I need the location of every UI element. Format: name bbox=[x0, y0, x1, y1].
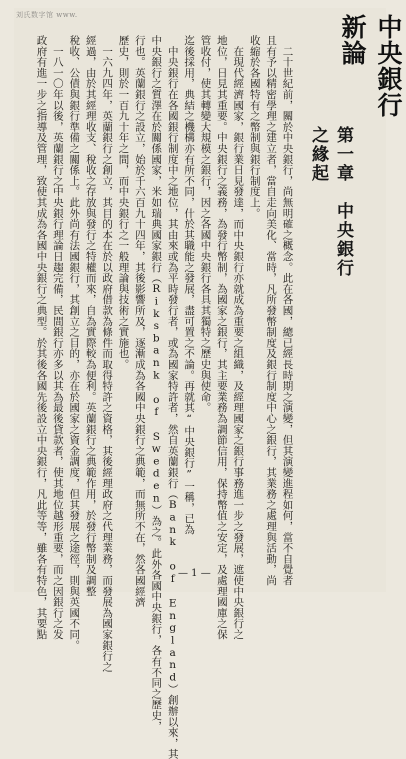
text-line: 且有予以精密學理之建立者，當自走向美化、當時，凡所發幣制度及銀行制度中心之銀行，其業務之處理與活動，尚 bbox=[265, 24, 278, 586]
text-line: 經過，由於其經理收支、稅收之存放與發行之特權而來，自為實際較為便利。英蘭銀行之典範作用，於發行幣制及調整 bbox=[84, 24, 97, 597]
text-line: 收縮於各國特有之幣制與銀行制度上。 bbox=[248, 24, 261, 219]
chapter-heading: 第一章 中央銀行之緣起 bbox=[308, 126, 353, 278]
text-line: 政府有進一步之指導及管理，致使其成為各國中央銀行之典型。於其後各國先後設立中央銀行，凡此等等，雖各有特色，其要點 bbox=[35, 24, 48, 640]
text-line: 行也。英蘭銀行之設立，始於千六百九十四年，其後影響所及，逐漸成為各國中央銀行之典範，而無所不在，然各國經濟 bbox=[133, 24, 146, 608]
text-line: 迄後採用，典結之機構亦有所不同，什於其職能之發展，盡可置之不論。再就其“中央銀行”一稱，已為 bbox=[183, 24, 196, 535]
text-line: 稅收、公債與銀行準備之關係上。此外尚有法國銀行，其創立之目的，亦在於國家之資金調度，但其發展之途徑，則與英國不同。 bbox=[68, 24, 81, 651]
text-line: 中央銀行在各國銀行制度中之地位，其由來或為平時發行者，或為國家特許者，然自英蘭銀行（Bank of England）創辦以來，其 bbox=[166, 24, 179, 759]
text-line: 中央銀行之質澤在於關係國家，米如瑞典國家銀行（Riksbank of Sweden）為之。此外各國中央銀行，各有不同之歷史， bbox=[150, 24, 163, 732]
text-line: 二十世紀前，關於中央銀行，尚無明確之概念。此在各國，總已經長時期之演變，但其演變進程如何，當不自覺者 bbox=[281, 24, 294, 586]
text-line: 管收付，使其轉變大規模之銀行，因之各國中央銀行各具其獨特之歷史與使命。 bbox=[199, 24, 212, 413]
text-line: 一八一〇年以後，英蘭銀行之中央銀行理論日趨完備，民間銀行亦多以其為最後貸款者，使其地位越形重要，而之因銀行之发 bbox=[51, 24, 64, 640]
text-line: 地位，日見其重要。中央銀行之義務，為發行幣制，為國家之銀行，其主要業務為調節信用，保持幣值之安定，及處理國庫之保 bbox=[215, 24, 228, 640]
text-line: 一六九四年，英蘭銀行之創立，其目的本在於以政府借款為條件而取得特許之資格，其後經理政府之代理業務，而發展為國家銀行之 bbox=[101, 24, 114, 672]
text-line: 在現代經濟國家，銀行業日見發達，而中央銀行亦就成為重要之組織，及經理國家之銀行事務進一步之發展，遮使中央銀行之 bbox=[232, 24, 245, 640]
text-line: 歷史，則於一百九十年之間，而中央銀行之一般理論與技術之實施也。 bbox=[117, 24, 130, 370]
book-title: 中央銀行新論 bbox=[338, 14, 403, 118]
watermark: 刘氏数字馆 www. bbox=[16, 11, 78, 19]
book-page bbox=[14, 8, 403, 759]
page-number: — 1 — bbox=[178, 568, 211, 579]
